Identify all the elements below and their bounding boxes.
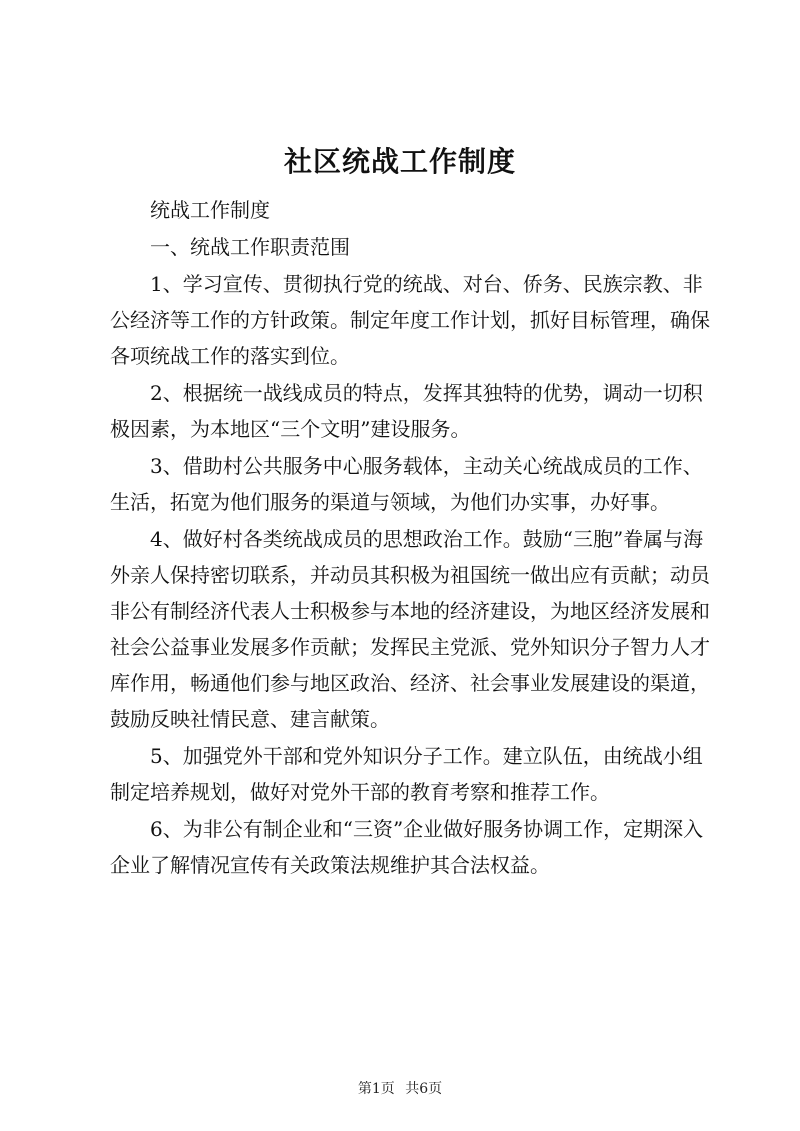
paragraph-item-1: 1、学习宣传、贯彻执行党的统战、对台、侨务、民族宗教、非公经济等工作的方针政策。制定年度工作计划，抓好目标管理，确保各项统战工作的落实到位。 [110, 272, 710, 368]
paragraph-item-2: 2、根据统一战线成员的特点，发挥其独特的优势，调动一切积极因素，为本地区“三个文明”建设服务。 [110, 381, 703, 441]
page-total: 共6页 [405, 1081, 443, 1097]
paragraph-item-3: 3、借助村公共服务中心服务载体，主动关心统战成员的工作、生活，拓宽为他们服务的渠道与领域，为他们办实事，办好事。 [110, 454, 703, 514]
paragraph-item-5: 5、加强党外干部和党外知识分子工作。建立队伍，由统战小组制定培养规划，做好对党外干部的教育考察和推荐工作。 [110, 744, 703, 804]
page-number: 第1页 [357, 1081, 395, 1097]
paragraph-subtitle: 统战工作制度 [150, 198, 270, 222]
paragraph-item-4: 4、做好村各类统战成员的思想政治工作。鼓励“三胞”眷属与海外亲人保持密切联系，并动员其积极为祖国统一做出应有贡献；动员非公有制经济代表人士积极参与本地的经济建设，为地区经济发展和社会公益事业发展多作贡献；发挥民主党派、党外知识分子智力人才库作用，畅通他们参与地区政治、经济、社会事业发展建设的渠道，鼓励反映社情民意、建言献策。 [110, 527, 710, 731]
paragraph-item-6: 6、为非公有制企业和“三资”企业做好服务协调工作，定期深入企业了解情况宣传有关政策法规维护其合法权益。 [110, 817, 704, 877]
page-footer [0, 1078, 800, 1098]
document-title: 社区统战工作制度 [283, 145, 516, 178]
document-body [110, 192, 710, 884]
paragraph-section-heading: 一、统战工作职责范围 [150, 235, 350, 259]
